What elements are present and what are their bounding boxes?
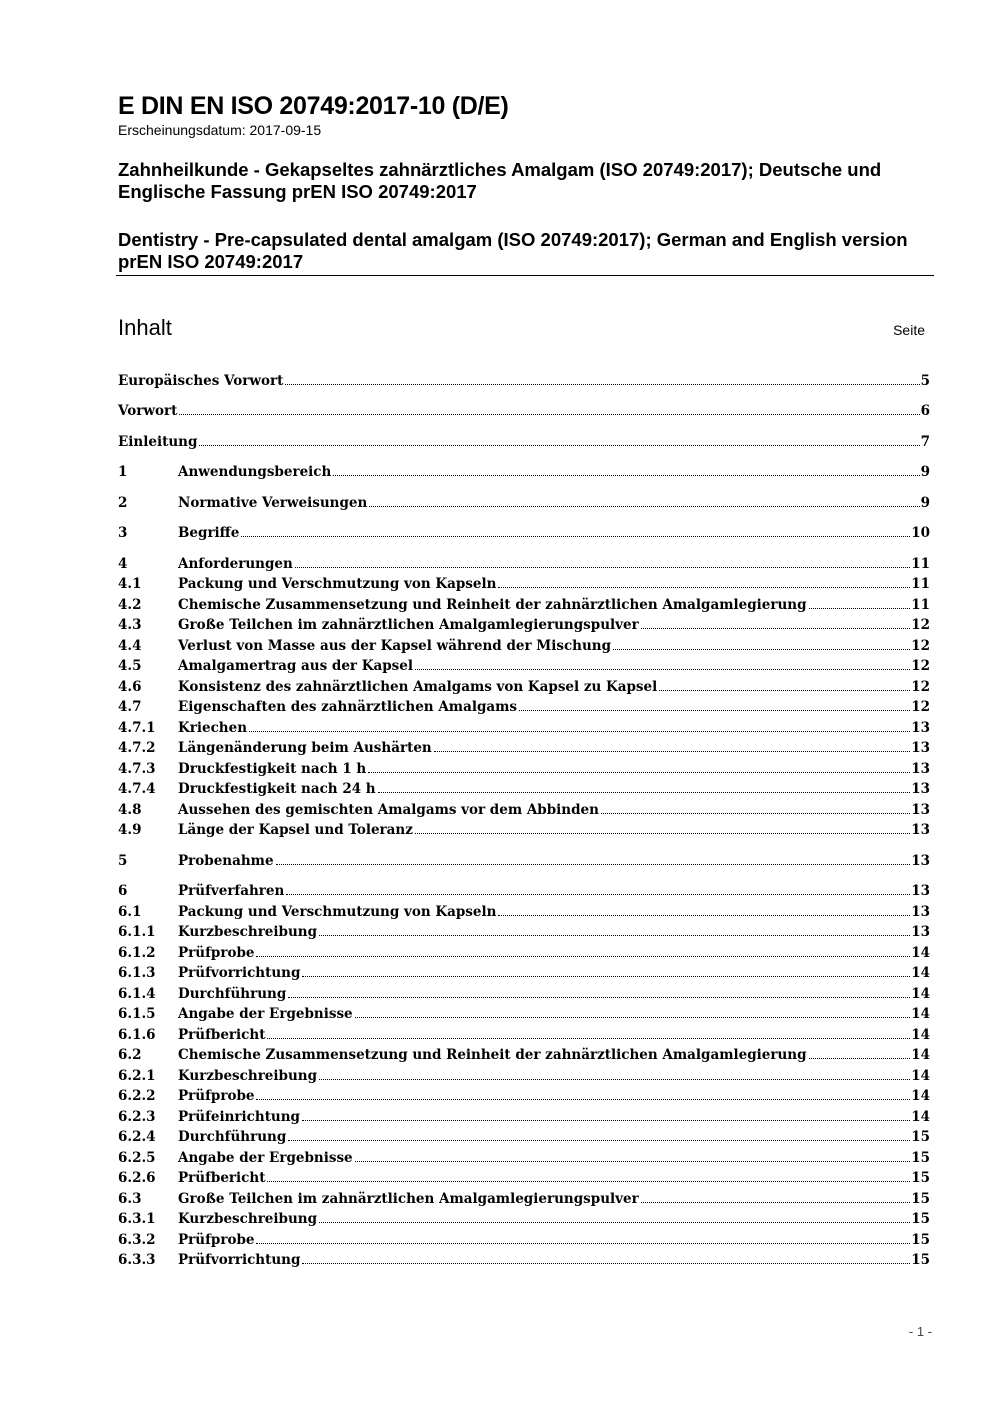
toc-entry[interactable] bbox=[118, 677, 930, 697]
toc-dot-leader bbox=[199, 445, 919, 446]
toc-entry-page: 15 bbox=[911, 1191, 930, 1207]
toc-entry[interactable] bbox=[118, 1086, 930, 1106]
toc-entry[interactable] bbox=[118, 554, 930, 574]
toc-entry[interactable] bbox=[118, 820, 930, 840]
toc-entry-number: 4.9 bbox=[118, 822, 142, 838]
toc-dot-leader bbox=[267, 1181, 910, 1182]
toc-entry-title: Probenahme bbox=[178, 853, 274, 869]
toc-dot-leader bbox=[641, 628, 911, 629]
toc-entry-page: 15 bbox=[911, 1150, 930, 1166]
toc-entry-page: 14 bbox=[911, 1068, 930, 1084]
toc-entry-title: Große Teilchen im zahnärztlichen Amalgamlegierungspulver bbox=[178, 1191, 639, 1207]
toc-dot-leader bbox=[434, 751, 910, 752]
toc-entry[interactable] bbox=[118, 922, 930, 942]
toc-entry-title: Verlust von Masse aus der Kapsel während der Mischung bbox=[178, 638, 612, 654]
toc-dot-leader bbox=[613, 649, 910, 650]
toc-entry[interactable] bbox=[118, 656, 930, 676]
toc-entry-number: 4.4 bbox=[118, 638, 142, 654]
toc-dot-leader bbox=[267, 1038, 910, 1039]
toc-entry-page: 10 bbox=[911, 525, 930, 541]
toc-entry-page: 13 bbox=[911, 761, 930, 777]
toc-entry-title: Durchführung bbox=[178, 1129, 287, 1145]
title-english: Dentistry - Pre-capsulated dental amalgam (ISO 20749:2017); German and English version prEN ISO 20749:2017 bbox=[118, 229, 908, 272]
toc-entry-page: 12 bbox=[911, 617, 930, 633]
toc-entry[interactable] bbox=[118, 902, 930, 922]
toc-entry-title: Normative Verweisungen bbox=[178, 495, 368, 511]
toc-entry[interactable] bbox=[118, 1127, 930, 1147]
toc-dot-leader bbox=[333, 475, 919, 476]
toc-entry-page: 14 bbox=[911, 1047, 930, 1063]
toc-entry-page: 13 bbox=[911, 822, 930, 838]
toc-entry-number: 6.2.3 bbox=[118, 1109, 156, 1125]
toc-page-column-label: Seite bbox=[893, 322, 925, 338]
toc-entry-page: 13 bbox=[911, 740, 930, 756]
toc-entry[interactable] bbox=[118, 718, 930, 738]
title-german: Zahnheilkunde - Gekapseltes zahnärztliches Amalgam (ISO 20749:2017); Deutsche und Englische Fassung prEN ISO 20749:2017 bbox=[118, 159, 882, 202]
toc-entry-page: 11 bbox=[911, 597, 930, 613]
toc-dot-leader bbox=[659, 690, 910, 691]
toc-entry-page: 9 bbox=[920, 495, 930, 511]
toc-entry[interactable] bbox=[118, 371, 930, 391]
toc-dot-leader bbox=[601, 813, 910, 814]
toc-entry-number: 6.2.5 bbox=[118, 1150, 156, 1166]
toc-dot-leader bbox=[355, 1017, 911, 1018]
toc-entry-title: Chemische Zusammensetzung und Reinheit der zahnärztlichen Amalgamlegierung bbox=[178, 597, 807, 613]
toc-dot-leader bbox=[319, 935, 910, 936]
toc-entry-title: Eigenschaften des zahnärztlichen Amalgams bbox=[178, 699, 518, 715]
toc-entry[interactable] bbox=[118, 779, 930, 799]
toc-entry-page: 11 bbox=[911, 576, 930, 592]
toc-dot-leader bbox=[256, 956, 910, 957]
toc-entry[interactable] bbox=[118, 401, 930, 421]
publication-date: Erscheinungsdatum: 2017-09-15 bbox=[118, 122, 322, 138]
toc-entry-number: 4.7.3 bbox=[118, 761, 156, 777]
toc-entry-number: 4.1 bbox=[118, 576, 142, 592]
toc-entry-page: 15 bbox=[911, 1129, 930, 1145]
toc-entry-number: 4.5 bbox=[118, 658, 142, 674]
toc-dot-leader bbox=[179, 414, 919, 415]
toc-entry-number: 6.2.4 bbox=[118, 1129, 156, 1145]
toc-entry-page: 9 bbox=[920, 464, 930, 480]
toc-dot-leader bbox=[369, 506, 919, 507]
toc-entry-title: Prüfvorrichtung bbox=[178, 1252, 301, 1268]
toc-entry-title: Angabe der Ergebnisse bbox=[178, 1150, 353, 1166]
toc-entry-number: 6.2.2 bbox=[118, 1088, 156, 1104]
toc-entry-page: 12 bbox=[911, 679, 930, 695]
toc-dot-leader bbox=[276, 864, 911, 865]
toc-entry[interactable] bbox=[118, 1004, 930, 1024]
toc-entry[interactable] bbox=[118, 1045, 930, 1065]
toc-entry-number: 6.1 bbox=[118, 904, 142, 920]
toc-entry-number: 6.3.2 bbox=[118, 1232, 156, 1248]
toc-dot-leader bbox=[415, 669, 910, 670]
toc-entry-title: Einleitung bbox=[118, 434, 198, 450]
toc-entry-title: Prüfbericht bbox=[178, 1170, 266, 1186]
toc-entry-page: 15 bbox=[911, 1232, 930, 1248]
toc-dot-leader bbox=[302, 1120, 910, 1121]
toc-entry-title: Packung und Verschmutzung von Kapseln bbox=[178, 576, 497, 592]
toc-dot-leader bbox=[288, 997, 910, 998]
toc-entry[interactable] bbox=[118, 851, 930, 871]
toc-entry-page: 12 bbox=[911, 638, 930, 654]
toc-entry-title: Prüfprobe bbox=[178, 1088, 255, 1104]
toc-entry-page: 11 bbox=[911, 556, 930, 572]
toc-dot-leader bbox=[302, 1263, 910, 1264]
toc-entry[interactable] bbox=[118, 881, 930, 901]
toc-entry-title: Prüfprobe bbox=[178, 945, 255, 961]
toc-entry-page: 13 bbox=[911, 720, 930, 736]
toc-entry-number: 6.1.5 bbox=[118, 1006, 156, 1022]
toc-entry-number: 4.7.2 bbox=[118, 740, 156, 756]
toc-entry-title: Prüfvorrichtung bbox=[178, 965, 301, 981]
toc-dot-leader bbox=[809, 608, 911, 609]
toc-entry-title: Vorwort bbox=[118, 403, 178, 419]
toc-entry-title: Große Teilchen im zahnärztlichen Amalgamlegierungspulver bbox=[178, 617, 639, 633]
toc-entry-number: 3 bbox=[118, 525, 128, 541]
toc-entry-page: 14 bbox=[911, 1027, 930, 1043]
toc-entry-title: Kriechen bbox=[178, 720, 248, 736]
toc-entry-number: 6.2 bbox=[118, 1047, 142, 1063]
toc-entry[interactable] bbox=[118, 738, 930, 758]
toc-dot-leader bbox=[241, 536, 910, 537]
toc-dot-leader bbox=[415, 833, 910, 834]
toc-dot-leader bbox=[256, 1243, 910, 1244]
toc-entry-title: Chemische Zusammensetzung und Reinheit der zahnärztlichen Amalgamlegierung bbox=[178, 1047, 807, 1063]
toc-entry-page: 15 bbox=[911, 1170, 930, 1186]
toc-entry-number: 6 bbox=[118, 883, 128, 899]
toc-entry-number: 5 bbox=[118, 853, 128, 869]
toc-entry[interactable] bbox=[118, 574, 930, 594]
toc-entry-title: Prüfverfahren bbox=[178, 883, 285, 899]
toc-dot-leader bbox=[498, 915, 910, 916]
toc-entry[interactable] bbox=[118, 462, 930, 482]
toc-entry-title: Angabe der Ergebnisse bbox=[178, 1006, 353, 1022]
toc-entry-title: Kurzbeschreibung bbox=[178, 924, 318, 940]
toc-entry-number: 6.1.1 bbox=[118, 924, 156, 940]
toc-heading: Inhalt bbox=[118, 315, 172, 340]
toc-entry-number: 4 bbox=[118, 556, 128, 572]
toc-entry-number: 4.7.4 bbox=[118, 781, 156, 797]
toc-entry[interactable] bbox=[118, 1250, 930, 1270]
toc-entry-number: 6.2.6 bbox=[118, 1170, 156, 1186]
toc-entry[interactable] bbox=[118, 1230, 930, 1250]
toc-entry-page: 6 bbox=[920, 403, 930, 419]
toc-entry-number: 2 bbox=[118, 495, 128, 511]
toc-dot-leader bbox=[295, 567, 910, 568]
toc-entry[interactable] bbox=[118, 697, 930, 717]
toc-entry-number: 4.7.1 bbox=[118, 720, 156, 736]
toc-entry-title: Prüfeinrichtung bbox=[178, 1109, 301, 1125]
toc-entry[interactable] bbox=[118, 493, 930, 513]
toc-entry[interactable] bbox=[118, 943, 930, 963]
toc-entry-title: Anwendungsbereich bbox=[178, 464, 332, 480]
toc-entry-page: 13 bbox=[911, 802, 930, 818]
toc-entry-page: 15 bbox=[911, 1211, 930, 1227]
toc-dot-leader bbox=[249, 731, 910, 732]
toc-dot-leader bbox=[368, 772, 910, 773]
toc-entry-page: 14 bbox=[911, 1088, 930, 1104]
toc-dot-leader bbox=[519, 710, 910, 711]
toc-entry-number: 4.2 bbox=[118, 597, 142, 613]
toc-entry-page: 13 bbox=[911, 883, 930, 899]
toc-entry-page: 14 bbox=[911, 1006, 930, 1022]
toc-entry-title: Längenänderung beim Aushärten bbox=[178, 740, 432, 756]
toc-dot-leader bbox=[288, 1140, 910, 1141]
toc-entry-page: 14 bbox=[911, 1109, 930, 1125]
toc-entry-number: 4.7 bbox=[118, 699, 142, 715]
toc-entry-title: Prüfbericht bbox=[178, 1027, 266, 1043]
toc-entry-title: Aussehen des gemischten Amalgams vor dem Abbinden bbox=[178, 802, 599, 818]
toc-dot-leader bbox=[319, 1222, 910, 1223]
toc-entry-title: Druckfestigkeit nach 1 h bbox=[178, 761, 367, 777]
toc-entry-page: 13 bbox=[911, 853, 930, 869]
toc-entry-page: 13 bbox=[911, 924, 930, 940]
toc-entry-page: 13 bbox=[911, 781, 930, 797]
toc-entry-page: 7 bbox=[920, 434, 930, 450]
toc-dot-leader bbox=[256, 1099, 910, 1100]
toc-entry-number: 6.1.4 bbox=[118, 986, 156, 1002]
toc-dot-leader bbox=[498, 587, 910, 588]
toc-entry-title: Länge der Kapsel und Toleranz bbox=[178, 822, 413, 838]
toc-entry[interactable] bbox=[118, 963, 930, 983]
toc-entry-title: Kurzbeschreibung bbox=[178, 1068, 318, 1084]
toc-entry-title: Anforderungen bbox=[178, 556, 293, 572]
toc-dot-leader bbox=[319, 1079, 910, 1080]
toc-dot-leader bbox=[355, 1161, 911, 1162]
toc-entry[interactable] bbox=[118, 1066, 930, 1086]
toc-dot-leader bbox=[285, 384, 919, 385]
toc-dot-leader bbox=[378, 792, 911, 793]
toc-entry[interactable] bbox=[118, 1107, 930, 1127]
toc-entry-title: Druckfestigkeit nach 24 h bbox=[178, 781, 376, 797]
document-id: E DIN EN ISO 20749:2017-10 (D/E) bbox=[118, 92, 509, 120]
toc-entry[interactable] bbox=[118, 615, 930, 635]
toc-entry[interactable] bbox=[118, 432, 930, 452]
toc-entry[interactable] bbox=[118, 1148, 930, 1168]
toc-entry[interactable] bbox=[118, 523, 930, 543]
toc-entry-page: 14 bbox=[911, 965, 930, 981]
toc-dot-leader bbox=[286, 894, 910, 895]
toc-entry-title: Kurzbeschreibung bbox=[178, 1211, 318, 1227]
toc-entry-number: 6.3.1 bbox=[118, 1211, 156, 1227]
toc-entry-number: 6.1.2 bbox=[118, 945, 156, 961]
toc-entry-page: 5 bbox=[920, 373, 930, 389]
toc-entry[interactable] bbox=[118, 1168, 930, 1188]
toc-entry[interactable] bbox=[118, 1189, 930, 1209]
toc-entry[interactable] bbox=[118, 759, 930, 779]
toc-entry-page: 14 bbox=[911, 945, 930, 961]
toc-entry[interactable] bbox=[118, 800, 930, 820]
toc-dot-leader bbox=[641, 1202, 911, 1203]
toc-entry-number: 6.1.6 bbox=[118, 1027, 156, 1043]
toc-dot-leader bbox=[302, 976, 910, 977]
toc-entry[interactable] bbox=[118, 636, 930, 656]
toc-entry-title: Prüfprobe bbox=[178, 1232, 255, 1248]
toc-entry-number: 6.3 bbox=[118, 1191, 142, 1207]
footer-page-number: - 1 - bbox=[908, 1324, 932, 1339]
toc-entry[interactable] bbox=[118, 984, 930, 1004]
toc-entry-title: Konsistenz des zahnärztlichen Amalgams von Kapsel zu Kapsel bbox=[178, 679, 658, 695]
toc-entry-number: 4.6 bbox=[118, 679, 142, 695]
toc-entry-number: 1 bbox=[118, 464, 128, 480]
toc-entry-page: 12 bbox=[911, 699, 930, 715]
toc-entry-number: 6.3.3 bbox=[118, 1252, 156, 1268]
toc-entry-title: Europäisches Vorwort bbox=[118, 373, 284, 389]
toc-dot-leader bbox=[809, 1058, 911, 1059]
toc-entry-title: Begriffe bbox=[178, 525, 240, 541]
toc-entry[interactable] bbox=[118, 1209, 930, 1229]
toc-entry-page: 13 bbox=[911, 904, 930, 920]
toc-entry-page: 12 bbox=[911, 658, 930, 674]
toc-entry-title: Packung und Verschmutzung von Kapseln bbox=[178, 904, 497, 920]
toc-entry-title: Amalgamertrag aus der Kapsel bbox=[178, 658, 413, 674]
toc-entry[interactable] bbox=[118, 1025, 930, 1045]
toc-entry-number: 4.3 bbox=[118, 617, 142, 633]
toc-entry-number: 6.2.1 bbox=[118, 1068, 156, 1084]
toc-entry-title: Durchführung bbox=[178, 986, 287, 1002]
toc-entry-number: 4.8 bbox=[118, 802, 142, 818]
toc-entry-page: 14 bbox=[911, 986, 930, 1002]
toc-entry-page: 15 bbox=[911, 1252, 930, 1268]
toc-entry[interactable] bbox=[118, 595, 930, 615]
toc-entry-number: 6.1.3 bbox=[118, 965, 156, 981]
